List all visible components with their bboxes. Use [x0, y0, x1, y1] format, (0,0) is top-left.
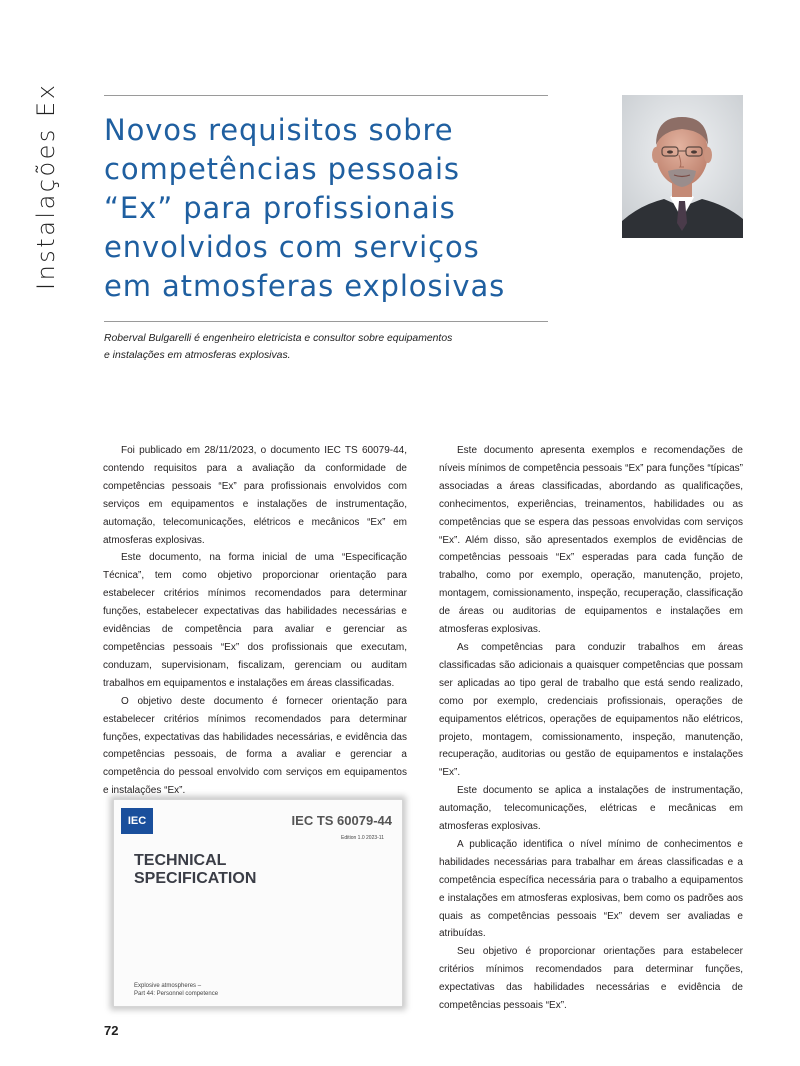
body-paragraph: As competências para conduzir trabalhos em áreas classificadas são adicionais a quaisquer competências que possam ser aplicadas ao tipo geral de trabalho que está sendo realizado, como por exemplo, credenciais profissionais, operações de equipamentos elétricos, operações de equipamentos não elétricos, projeto, montagem, comissionamento, inspeção, manutenção, recuperação, auditorias ou gestão de equipamentos e instalações “Ex”. — [439, 641, 743, 779]
body-paragraph: A publicação identifica o nível mínimo de conhecimentos e habilidades necessárias para trabalhar em áreas classificadas e a competência específica necessária para o trabalho a equipamentos e instalações em atmosferas explosivas, bem como os padrões aos quais as competências pessoais “Ex” devem ser avaliadas e atribuídas. — [439, 838, 743, 940]
page-number: 72 — [104, 1023, 119, 1038]
iec-logo: IEC — [121, 808, 153, 834]
document-cover-image — [113, 799, 403, 1007]
article-headline — [104, 111, 574, 306]
cover-document-code: IEC TS 60079-44 — [291, 813, 392, 828]
body-paragraph: Foi publicado em 28/11/2023, o documento IEC TS 60079-44, contendo requisitos para a avaliação da conformidade de competências pessoais “Ex” para profissionais envolvidos com serviços em equipamentos e instalações de instrumentação, automação, telecomunicações, elétricos e mecânicos “Ex” em atmosferas explosivas. — [103, 445, 407, 546]
right-column — [439, 442, 743, 1015]
body-paragraph: Este documento, na forma inicial de uma “Especificação Técnica”, tem como objetivo proporcionar orientação para estabelecer critérios mínimos recomendados para determinar funções, estabelecer expectativas das habilidades necessárias e evidências de competência para avaliar e gerenciar as competências pessoais “Ex” dos profissionais que executam, conduzam, supervisionam, fiscalizam, gerenciam ou auditam trabalhos em equipamentos e instalações em áreas classificadas. — [103, 552, 407, 689]
body-paragraph: O objetivo deste documento é fornecer orientação para estabelecer critérios mínimos recomendados para determinar funções, expectativas das habilidades necessárias, e evidência das competências pessoais, de forma a avaliar e gerenciar a competência do pessoal envolvido com serviços em equipamentos e instalações “Ex”. — [103, 695, 407, 797]
section-label: Instalações Ex — [32, 82, 60, 290]
cover-title-line: SPECIFICATION — [134, 870, 257, 887]
cover-edition: Edition 1.0 2023-11 — [341, 835, 384, 841]
cover-title — [134, 852, 256, 888]
cover-subtitle — [134, 982, 218, 998]
headline-line: em atmosferas explosivas — [104, 269, 506, 303]
byline-divider — [104, 321, 548, 322]
byline-line: e instalações em atmosferas explosivas. — [104, 350, 291, 361]
cover-subtitle-line: Explosive atmospheres – — [134, 983, 202, 989]
body-paragraph: Este documento se aplica a instalações de instrumentação, automação, telecomunicações, elétricas e mecânicas em atmosferas explosivas. — [439, 785, 743, 833]
author-photo — [622, 95, 743, 238]
author-byline — [104, 330, 504, 364]
headline-line: Novos requisitos sobre — [104, 113, 454, 147]
byline-line: Roberval Bulgarelli é engenheiro eletricista e consultor sobre equipamentos — [104, 333, 453, 344]
cover-title-line: TECHNICAL — [134, 852, 227, 869]
headline-line: competências pessoais — [104, 152, 460, 186]
cover-subtitle-line: Part 44: Personnel competence — [134, 991, 219, 997]
top-divider — [104, 95, 548, 96]
body-paragraph: Este documento apresenta exemplos e recomendações de níveis mínimos de competência pessoais “Ex” para funções “típicas” associadas a áreas classificadas, abordando as qualificações, conhecimentos, experiências, treinamentos, habilidades ou as competências que se espera das pessoas envolvidas com serviços “Ex”. Além disso, são apresentados exemplos de evidências de competências pessoais “Ex” esperadas para cada função de trabalho, como por exemplo, operação, manutenção, projeto, montagem, comissionamento, inspeção, recuperação, classificação de áreas ou auditorias de equipamentos e instalações em atmosferas explosivas. — [439, 445, 743, 636]
headline-line: “Ex” para profissionais — [104, 191, 456, 225]
body-paragraph: Seu objetivo é proporcionar orientações para estabelecer critérios mínimos recomendados para determinar funções, expectativas das habilidades necessárias e evidência de competências pessoais “Ex”. — [439, 946, 743, 1012]
headline-line: envolvidos com serviços — [104, 230, 480, 264]
left-column — [103, 442, 407, 800]
